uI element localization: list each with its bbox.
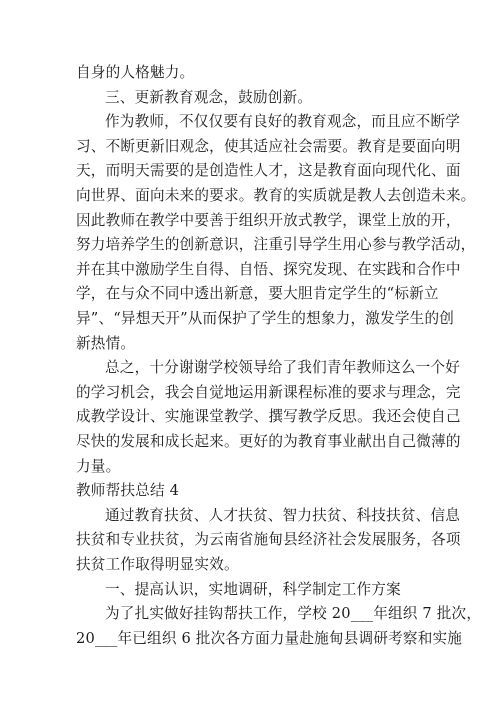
paragraph-line: 扶贫工作取得明显实效。 bbox=[76, 556, 239, 573]
paragraph-line: 新热情。 bbox=[76, 334, 136, 352]
paragraph-line: 学，在与众不同中透出新意，要大胆肯定学生的“标新立 bbox=[76, 285, 439, 303]
paragraph-line: 并在其中激励学生自得、自悟、探究发现、在实践和合作中 bbox=[76, 260, 461, 278]
section-heading: 三、更新教育观念，鼓励创新。 bbox=[105, 88, 313, 106]
paragraph-line: 自身的人格魅力。 bbox=[76, 64, 195, 81]
paragraph-line: 异”、“异想天开”从而保护了学生的想象力，激发学生的创 bbox=[76, 310, 455, 327]
paragraph-line: 总之，十分谢谢学校领导给了我们青年教师这么一个好 bbox=[105, 359, 461, 377]
section-heading: 一、提高认识，实地调研，科学制定工作方案 bbox=[105, 580, 401, 598]
paragraph-line: 天，而明天需要的是创造性人才，这是教育面向现代化、面 bbox=[76, 162, 461, 180]
paragraph-line: 通过教育扶贫、人才扶贫、智力扶贫、科技扶贫、信息 bbox=[105, 506, 461, 524]
paragraph-line: 因此教师在教学中要善于组织开放式教学，课堂上放的开， bbox=[76, 211, 461, 229]
paragraph-line: 扶贫和专业扶贫，为云南省施甸县经济社会发展服务，各项 bbox=[76, 531, 461, 549]
paragraph-line: 尽快的发展和成长起来。更好的为教育事业献出自己微薄的 bbox=[76, 433, 461, 450]
paragraph-line: 习、不断更新旧观念，使其适应社会需要。教育是要面向明 bbox=[76, 137, 461, 155]
paragraph-line: 20___年已组织 6 批次各方面力量赴施甸县调研考察和实施 bbox=[76, 629, 463, 647]
paragraph-line: 力量。 bbox=[76, 457, 121, 475]
document-heading: 教师帮扶总结 4 bbox=[76, 482, 180, 500]
paragraph-line: 向世界、面向未来的要求。教育的实质就是教人去创造未来。 bbox=[76, 187, 476, 204]
paragraph-line: 努力培养学生的创新意识，注重引导学生用心参与教学活动， bbox=[76, 236, 476, 254]
paragraph-line: 的学习机会，我会自觉地运用新课程标准的要求与理念，完 bbox=[76, 383, 461, 401]
paragraph-line: 为了扎实做好挂钩帮扶工作，学校 20___年组织 7 批次， bbox=[105, 605, 482, 623]
paragraph-line: 成教学设计、实施课堂教学、撰写教学反思。我还会使自己 bbox=[76, 408, 461, 426]
paragraph-line: 作为教师，不仅仅要有良好的教育观念，而且应不断学 bbox=[105, 113, 461, 131]
